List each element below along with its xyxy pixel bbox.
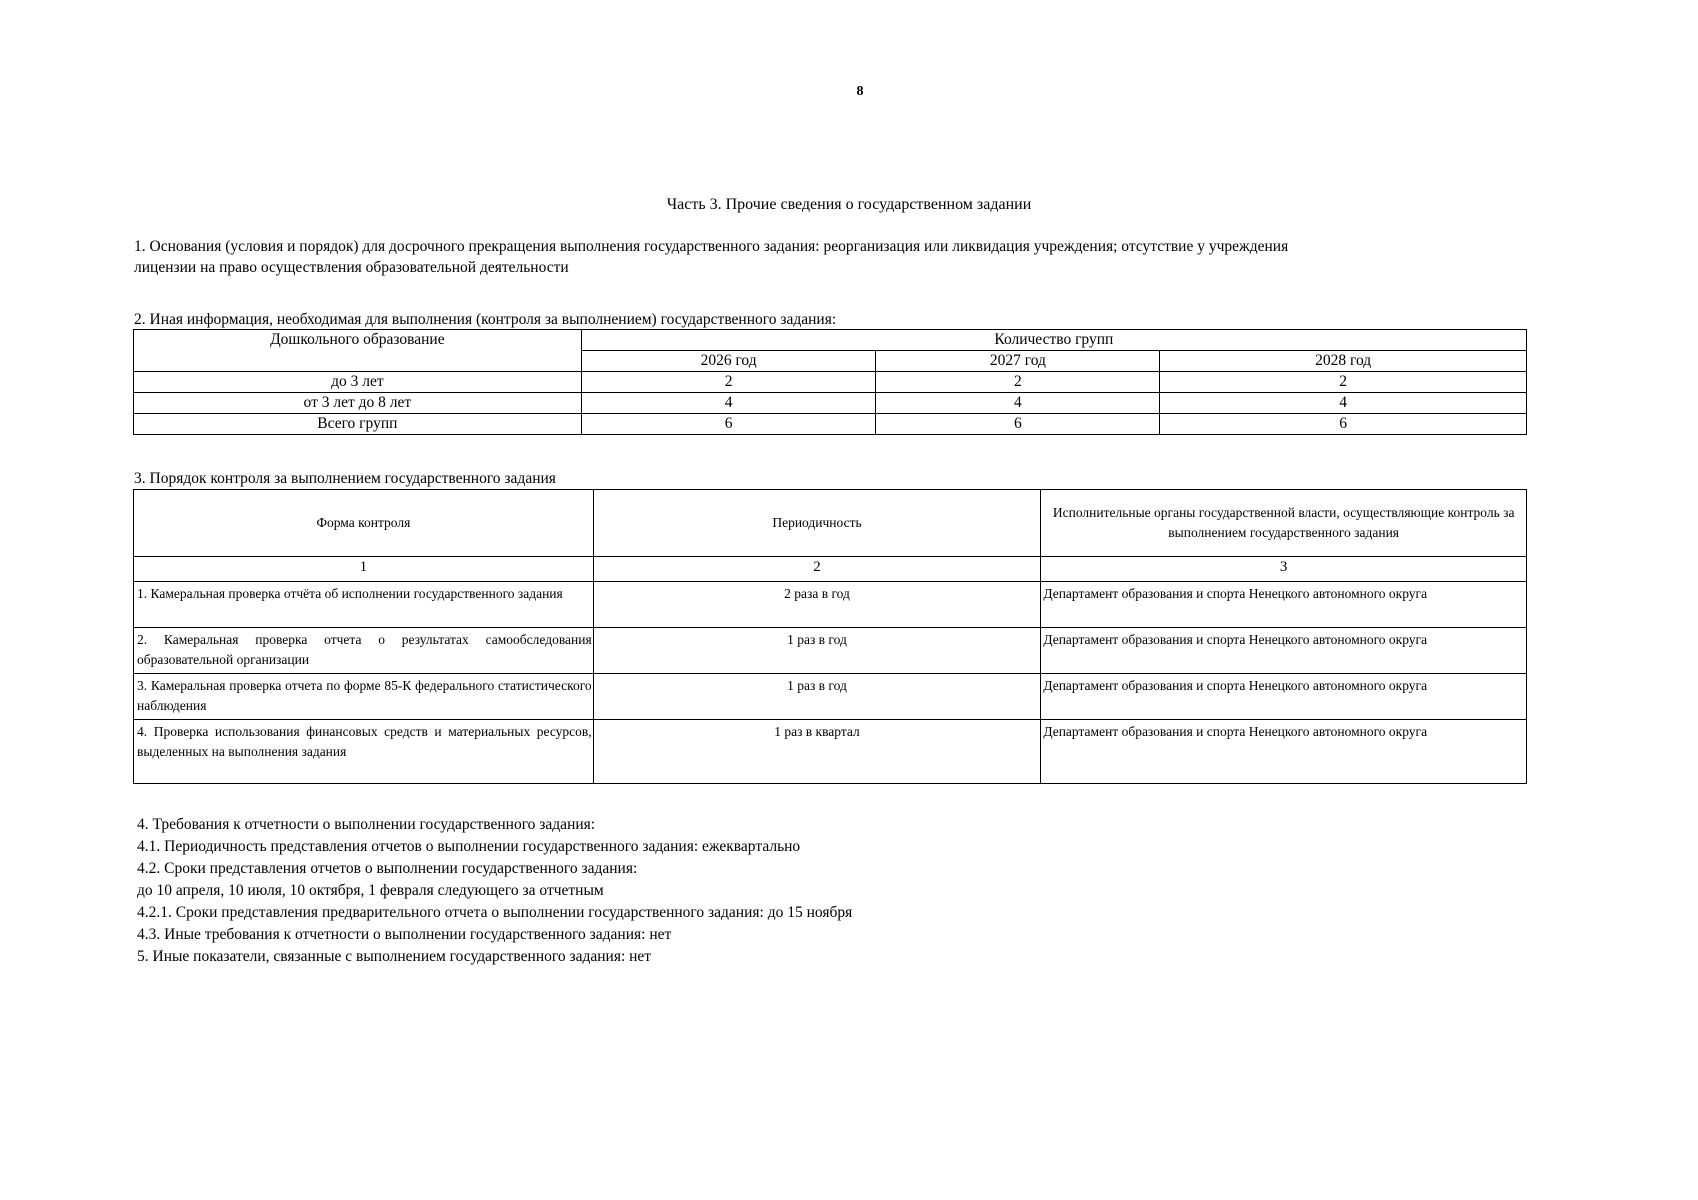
table-row [134, 628, 1527, 674]
section2-heading: 2. Иная информация, необходимая для выполнения (контроля за выполнением) государственного задания: [134, 311, 837, 328]
control-form: 3. Камеральная проверка отчета по форме 85-К федерального статистического наблюдения [134, 674, 594, 720]
section4-line: 4.2.1. Сроки представления предварительного отчета о выполнении государственного задания: до 15 ноября [137, 904, 853, 921]
page-number: 8 [856, 84, 864, 99]
control-period: 2 раза в год [593, 582, 1041, 628]
cell-value: 4 [876, 393, 1160, 414]
section4-line: до 10 апреля, 10 июля, 10 октября, 1 февраля следующего за отчетным [137, 882, 604, 899]
table-row [134, 372, 1527, 393]
year-header: 2026 год [581, 351, 876, 372]
row-label: до 3 лет [134, 372, 582, 393]
table-row [134, 393, 1527, 414]
section4-line: 4. Требования к отчетности о выполнении государственного задания: [137, 816, 596, 833]
section4-line: 4.2. Сроки представления отчетов о выполнении государственного задания: [137, 860, 638, 877]
row-label: от 3 лет до 8 лет [134, 393, 582, 414]
section4-line: 5. Иные показатели, связанные с выполнением государственного задания: нет [137, 948, 652, 965]
year-header: 2027 год [876, 351, 1160, 372]
control-period: 1 раз в год [593, 628, 1041, 674]
control-table [133, 489, 1527, 784]
control-form: 1. Камеральная проверка отчёта об исполнении государственного задания [134, 582, 594, 628]
section1-line1: 1. Основания (условия и порядок) для досрочного прекращения выполнения государственного задания: реорганизация или ликвидация учреждения; отсутствие у учреждения [134, 238, 1289, 255]
column-number: 2 [593, 557, 1041, 582]
control-body-header: Исполнительные органы государственной власти, осуществляющие контроль за выполнением государственного задания [1041, 490, 1527, 557]
control-body: Департамент образования и спорта Ненецкого автономного округа [1041, 720, 1527, 784]
section4 [137, 814, 1437, 968]
cell-value: 6 [876, 414, 1160, 435]
cell-value: 4 [581, 393, 876, 414]
control-form: 4. Проверка использования финансовых средств и материальных ресурсов, выделенных на выполнения задания [134, 720, 594, 784]
groups-col-header: Дошкольного образование [134, 330, 582, 372]
column-number: 1 [134, 557, 594, 582]
section1-text [134, 236, 1554, 278]
control-body: Департамент образования и спорта Ненецкого автономного округа [1041, 628, 1527, 674]
table-row [134, 720, 1527, 784]
cell-value: 2 [581, 372, 876, 393]
cell-value: 6 [581, 414, 876, 435]
part-title: Часть 3. Прочие сведения о государственном задании [666, 196, 1032, 213]
cell-value: 6 [1160, 414, 1527, 435]
section4-line: 4.3. Иные требования к отчетности о выполнении государственного задания: нет [137, 926, 672, 943]
groups-count-header: Количество групп [581, 330, 1526, 351]
section4-line: 4.1. Периодичность представления отчетов о выполнении государственного задания: ежеквартально [137, 838, 801, 855]
cell-value: 2 [876, 372, 1160, 393]
control-body: Департамент образования и спорта Ненецкого автономного округа [1041, 674, 1527, 720]
cell-value: 4 [1160, 393, 1527, 414]
section3-heading: 3. Порядок контроля за выполнением государственного задания [134, 470, 556, 487]
table-row [134, 414, 1527, 435]
year-header: 2028 год [1160, 351, 1527, 372]
table-row [134, 674, 1527, 720]
control-period: 1 раз в год [593, 674, 1041, 720]
column-number: 3 [1041, 557, 1527, 582]
row-label: Всего групп [134, 414, 582, 435]
table-row [134, 582, 1527, 628]
control-body: Департамент образования и спорта Ненецкого автономного округа [1041, 582, 1527, 628]
control-period: 1 раз в квартал [593, 720, 1041, 784]
cell-value: 2 [1160, 372, 1527, 393]
control-period-header: Периодичность [593, 490, 1041, 557]
groups-table [133, 329, 1527, 435]
control-form-header: Форма контроля [134, 490, 594, 557]
control-form: 2. Камеральная проверка отчета о результатах самообследования образовательной организации [134, 628, 594, 674]
section1-line2: лицензии на право осуществления образовательной деятельности [134, 259, 569, 276]
